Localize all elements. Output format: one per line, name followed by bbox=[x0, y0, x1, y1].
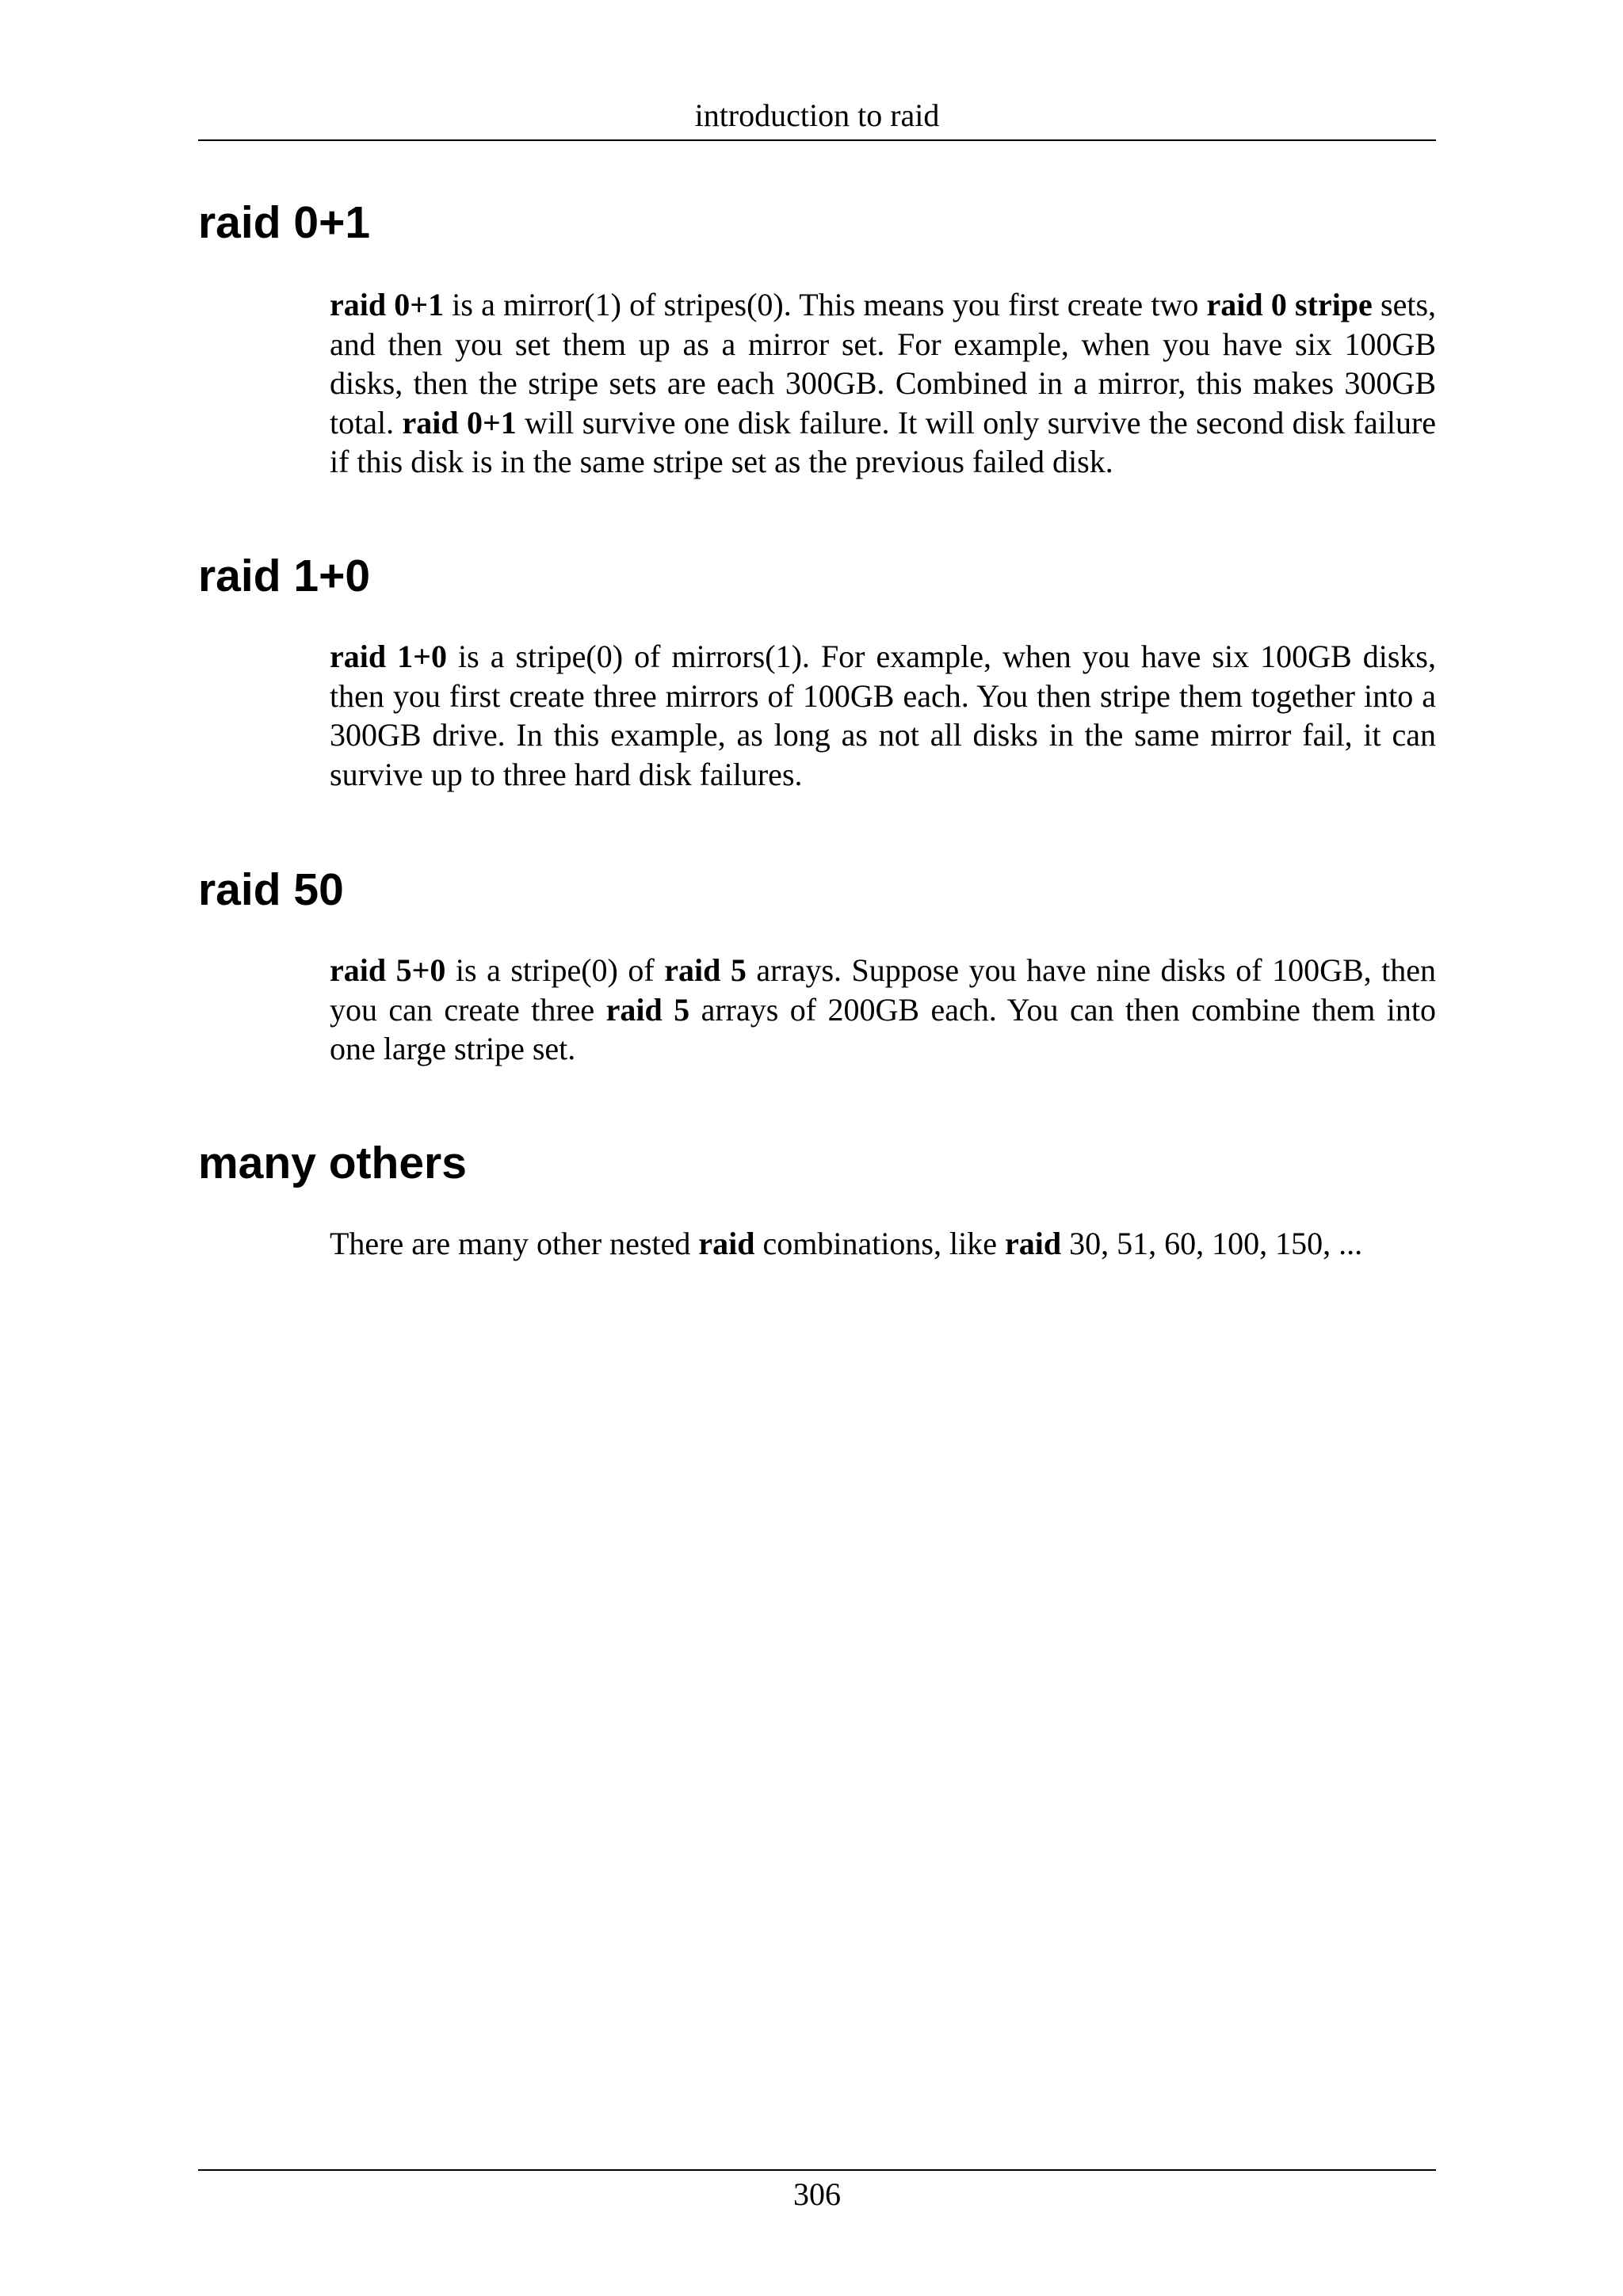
bold-term: raid bbox=[1004, 1226, 1062, 1261]
section-paragraph-raid-1-0: raid 1+0 is a stripe(0) of mirrors(1). For example, when you have six 100GB disks, then you first create three mirrors of 100GB each. You then stripe them together into a 300GB drive. In this example, as long as not all disks in the same mirror fail, it can survive up to three hard disk failures. bbox=[330, 639, 1437, 792]
bold-term: raid 5 bbox=[605, 991, 690, 1028]
section-heading-raid-50: raid 50 bbox=[198, 864, 344, 915]
section-heading-raid-1-0: raid 1+0 bbox=[198, 551, 371, 601]
page-number: 306 bbox=[793, 2176, 841, 2212]
section-paragraph-many-others: There are many other nested raid combinations, like raid 30, 51, 60, 100, 150, ... bbox=[330, 1226, 1363, 1261]
section-paragraph-raid-50: raid 5+0 is a stripe(0) of raid 5 arrays. Suppose you have nine disks of 100GB, then you can create three raid 5 arrays of 200GB each. You can then combine them into one large stripe set. bbox=[330, 952, 1437, 1066]
footer-rule bbox=[198, 2169, 1436, 2171]
section-heading-raid-0-1: raid 0+1 bbox=[198, 197, 371, 248]
bold-term: raid 0+1 bbox=[330, 287, 445, 322]
header-rule bbox=[198, 139, 1436, 141]
bold-term: raid 1+0 bbox=[330, 639, 447, 674]
section-heading-many-others: many others bbox=[198, 1138, 467, 1188]
running-header: introduction to raid bbox=[694, 97, 940, 133]
bold-term: raid bbox=[698, 1226, 755, 1261]
bold-term: raid 5 bbox=[664, 952, 747, 988]
bold-term: raid 0 stripe bbox=[1206, 287, 1373, 322]
bold-term: raid 0+1 bbox=[402, 404, 517, 441]
section-paragraph-raid-0-1: raid 0+1 is a mirror(1) of stripes(0). This means you first create two raid 0 stripe sets, and then you set them up as a mirror set. For example, when you have six 100GB disks, then the stripe sets are each 300GB. Combined in a mirror, this makes 300GB total. raid 0+1 will survive one disk failure. It will only survive the second disk failure if this disk is in the same stripe set as the previous failed disk. bbox=[330, 287, 1437, 479]
bold-term: raid 5+0 bbox=[330, 952, 446, 988]
